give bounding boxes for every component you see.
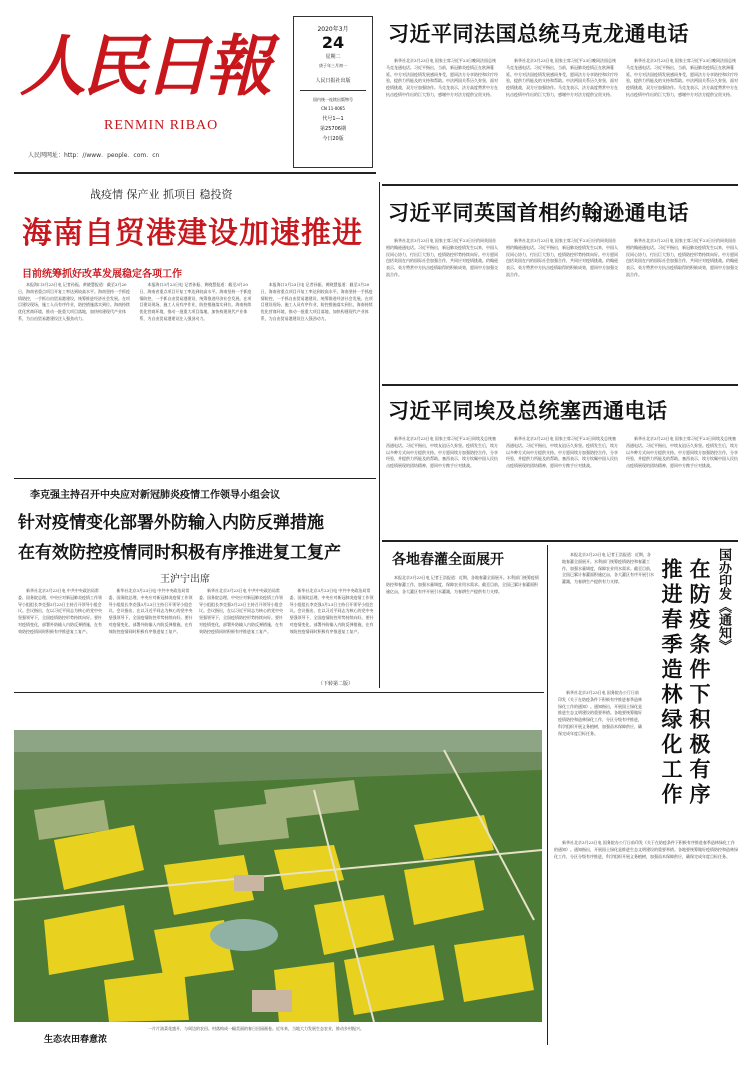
farmland-photo[interactable]: [14, 730, 542, 1022]
caption-text: 一片片油菜花盛开，与周边的农田、村落构成一幅美丽的春日田园画卷。近年来，当地大力发展生态农业，推动乡村振兴。: [148, 1026, 364, 1031]
article-text: 新华社北京3月23日电 国家主席习近平23日同埃及总统塞西通电话。习近平指出，中埃友谊历久弥坚。疫情发生后，埃方以多种方式向中方提供支持。中方愿同埃方加强防控合作，分享经验，并提供力所能及的帮助。塞西表示，埃方钦佩中国人民抗击疫情展现的团结精神，愿同中方携手应对挑战。: [506, 436, 618, 469]
article-text: 新华社北京3月23日电 中共中央政治局常委、国务院总理、中央应对新冠肺炎疫情工作领导小组组长李克强3月23日主持召开领导小组会议。会议指出，在以习近平同志为核心的党中央坚强领导下，全国疫情防控形势持续向好。要针对疫情变化，部署外防输入内防反弹措施，在有效防控疫情同时积极有序推进复工复产。: [199, 588, 283, 634]
notice-headline-2[interactable]: 推进春季造林绿化工作: [659, 558, 684, 808]
article-text: 新华社北京3月23日电 国务院办公厅日前印发《关于在防疫条件下积极有序推进春季造林绿化工作的通知》。通知指出，开展国土绿化是推进生态文明建设的重要举措。各地要统筹做好疫情防控和造林绿化工作，分区分级有序推进，科学组织开展义务植树，加强苗木保障供应，确保完成年度目标任务。: [554, 840, 738, 859]
cn-number: 国内统一连续出版物号: [313, 97, 353, 102]
article-text: 新华社北京3月23日电 国家主席习近平23日同埃及总统塞西通电话。习近平指出，中埃友谊历久弥坚。疫情发生后，埃方以多种方式向中方提供支持。中方愿同埃方加强防控合作，分享经验，并提供力所能及的帮助。塞西表示，埃方钦佩中国人民抗击疫情展现的团结精神，愿同中方携手应对挑战。: [626, 436, 738, 469]
article-text: 本报北京3月23日电 记者王浩报道：近期，各地春灌全面展开。水利部门统筹疫情防控和春灌工作，加强水量调度，保障农业用水需求。截至目前，全国已累计春灌面积逾亿亩，各大灌区有序开展引水灌溉，为春耕生产提供有力支撑。: [562, 552, 654, 585]
article-notice-lower: [554, 840, 738, 1050]
headline-spring-irrigation[interactable]: 各地春灌全面展开: [392, 552, 504, 568]
article-text: 本报海口3月23日电 记者孙振、黄晓慧报道：截至3月20日，海南省重点项目开复工率达到较高水平。海南坚持一手抓疫情防控，一手抓自由贸易港建设，统筹推进经济社会发展。在项目建设现场，施工人员有序作业，防控措施落实到位。海南持续优化营商环境，推动一批重大项目落地，加快构建现代产业体系，为自由贸易港建设注入强劲动力。: [260, 282, 373, 321]
issue-code: 代号1—1: [322, 116, 344, 122]
article-text: 本报北京3月23日电 记者王浩报道：近期，各地春灌全面展开。水利部门统筹疫情防控和春灌工作，加强水量调度，保障农业用水需求。截至目前，全国已累计春灌面积逾亿亩，各大灌区有序开展引水灌溉，为春耕生产提供有力支撑。: [386, 575, 539, 594]
article-text: 新华社北京3月23日电 国家主席习近平23日晚同法国总统马克龙通电话。习近平指出，当前，新冠肺炎疫情正在欧洲蔓延。中方对法国疫情发展感同身受，愿同法方分享防控和诊疗经验，提供力所能及的支持和帮助。中法两国关系历久弥坚，面对疫情挑战，双方应加强协作。马克龙表示，法方高度赞赏中方在抗击疫情中作出的巨大努力，感谢中方对法方提供宝贵支持。: [506, 58, 618, 97]
website-line: 人民网网址：http：//www．people．com．cn: [28, 152, 160, 159]
article-france-call: [386, 58, 738, 176]
weekday: 星期二: [325, 54, 341, 60]
notice-source: 国办印发《通知》: [716, 548, 731, 652]
lead-kicker: 战疫情 保产业 抓项目 稳投资: [90, 188, 233, 201]
photo-caption-text: [140, 1026, 540, 1056]
li-meeting-headline-1[interactable]: 针对疫情变化部署外防输入内防反弹措施: [18, 513, 324, 533]
li-meeting-headline-2[interactable]: 在有效防控疫情同时积极有序推进复工复产: [18, 543, 341, 563]
masthead-logo: 人民日報: [20, 27, 268, 105]
page-count: 今日20版: [322, 136, 344, 142]
li-meeting-attendee: 王沪宁出席: [160, 574, 210, 585]
issue-number: 第25706期: [320, 126, 346, 132]
date-box: [293, 16, 373, 168]
article-text: 本报海口3月23日电 记者孙振、黄晓慧报道：截至3月20日，海南省重点项目开复工率达到较高水平。海南坚持一手抓疫情防控，一手抓自由贸易港建设，统筹推进经济社会发展。在项目建设现场，施工人员有序作业，防控措施落实到位。海南持续优化营商环境，推动一批重大项目落地，加快构建现代产业体系，为自由贸易港建设注入强劲动力。: [139, 282, 252, 321]
date-line: 2020年3月: [317, 26, 349, 33]
lead-subhead: 目前统筹抓好改革发展稳定各项工作: [22, 269, 182, 280]
headline-france-call[interactable]: 习近平同法国总统马克龙通电话: [388, 22, 689, 46]
article-hainan: [18, 282, 374, 472]
article-text: 新华社北京3月23日电 国务院办公厅日前印发《关于在防疫条件下积极有序推进春季造林绿化工作的通知》。通知指出，开展国土绿化是推进生态文明建设的重要举措。各地要统筹做好疫情防控和造林绿化工作，分区分级有序推进，科学组织开展义务植树，加强苗木保障供应，确保完成年度目标任务。: [558, 690, 642, 736]
lunar-date: 庚子年三月初一: [319, 63, 347, 68]
article-spring-irrigation: [386, 575, 540, 683]
article-text: 新华社北京3月23日电 国家主席习近平23日晚同法国总统马克龙通电话。习近平指出，当前，新冠肺炎疫情正在欧洲蔓延。中方对法国疫情发展感同身受，愿同法方分享防控和诊疗经验，提供力所能及的支持和帮助。中法两国关系历久弥坚，面对疫情挑战，双方应加强协作。马克龙表示，法方高度赞赏中方在抗击疫情中作出的巨大努力，感谢中方对法方提供宝贵支持。: [386, 58, 498, 97]
cn-code: CN 11-0065: [321, 106, 345, 111]
article-text: 本报海口3月23日电 记者孙振、黄晓慧报道：截至3月20日，海南省重点项目开复工率达到较高水平。海南坚持一手抓疫情防控，一手抓自由贸易港建设，统筹推进经济社会发展。在项目建设现场，施工人员有序作业，防控措施落实到位。海南持续优化营商环境，推动一批重大项目落地，加快构建现代产业体系，为自由贸易港建设注入强劲动力。: [18, 282, 130, 321]
article-text: 新华社北京3月23日电 中共中央政治局常委、国务院总理、中央应对新冠肺炎疫情工作领导小组组长李克强3月23日主持召开领导小组会议。会议指出，在以习近平同志为核心的党中央坚强领导下，全国疫情防控形势持续向好。要针对疫情变化，部署外防输入内防反弹措施，在有效防控疫情同时积极有序推进复工复产。: [108, 588, 193, 634]
continued-note[interactable]: （下转第二版）: [318, 681, 354, 687]
article-text: 新华社北京3月23日电 中共中央政治局常委、国务院总理、中央应对新冠肺炎疫情工作领导小组组长李克强3月23日主持召开领导小组会议。会议指出，在以习近平同志为核心的党中央坚强领导下，全国疫情防控形势持续向好。要针对疫情变化，部署外防输入内防反弹措施，在有效防控疫情同时积极有序推进复工复产。: [18, 588, 102, 634]
article-text: 新华社北京3月23日电 国家主席习近平23日应约同英国首相约翰逊通电话。习近平指出，新冠肺炎疫情发生以来，中国人民同心协力，付出巨大努力，疫情防控形势持续向好。中方愿同包括英国在内的国际社会加强合作，共同应对疫情挑战。约翰逊表示，英方赞赏中方抗击疫情取得的积极成效，愿同中方加强交流合作。: [386, 238, 498, 277]
notice-headline-1[interactable]: 在防疫条件下积极有序: [687, 558, 712, 808]
headline-egypt-call[interactable]: 习近平同埃及总统塞西通电话: [388, 399, 668, 423]
article-text: 新华社北京3月23日电 中共中央政治局常委、国务院总理、中央应对新冠肺炎疫情工作领导小组组长李克强3月23日主持召开领导小组会议。会议指出，在以习近平同志为核心的党中央坚强领导下，全国疫情防控形势持续向好。要针对疫情变化，部署外防输入内防反弹措施，在有效防控疫情同时积极有序推进复工复产。: [289, 588, 374, 634]
photo-caption: 生态农田春意浓: [44, 1035, 108, 1045]
article-notice: [558, 690, 642, 840]
article-text: 新华社北京3月23日电 国家主席习近平23日同埃及总统塞西通电话。习近平指出，中埃友谊历久弥坚。疫情发生后，埃方以多种方式向中方提供支持。中方愿同埃方加强防控合作，分享经验，并提供力所能及的帮助。塞西表示，埃方钦佩中国人民抗击疫情展现的团结精神，愿同中方携手应对挑战。: [386, 436, 498, 469]
li-meeting-kicker: 李克强主持召开中央应对新冠肺炎疫情工作领导小组会议: [30, 490, 280, 501]
farmland-illustration: [14, 730, 542, 1022]
article-li-meeting: [18, 588, 374, 680]
publisher: 人民日报社出版: [315, 78, 351, 84]
article-text: 新华社北京3月23日电 国家主席习近平23日应约同英国首相约翰逊通电话。习近平指出，新冠肺炎疫情发生以来，中国人民同心协力，付出巨大努力，疫情防控形势持续向好。中方愿同包括英国在内的国际社会加强合作，共同应对疫情挑战。约翰逊表示，英方赞赏中方抗击疫情取得的积极成效，愿同中方加强交流合作。: [626, 238, 738, 277]
lead-headline[interactable]: 海南自贸港建设加速推进: [22, 216, 363, 251]
masthead-logo-english: RENMIN RIBAO: [104, 118, 219, 133]
article-text: 新华社北京3月23日电 国家主席习近平23日晚同法国总统马克龙通电话。习近平指出，当前，新冠肺炎疫情正在欧洲蔓延。中方对法国疫情发展感同身受，愿同法方分享防控和诊疗经验，提供力所能及的支持和帮助。中法两国关系历久弥坚，面对疫情挑战，双方应加强协作。马克龙表示，法方高度赞赏中方在抗击疫情中作出的巨大努力，感谢中方对法方提供宝贵支持。: [626, 58, 738, 97]
headline-uk-call[interactable]: 习近平同英国首相约翰逊通电话: [388, 201, 689, 225]
article-text: 新华社北京3月23日电 国家主席习近平23日应约同英国首相约翰逊通电话。习近平指出，新冠肺炎疫情发生以来，中国人民同心协力，付出巨大努力，疫情防控形势持续向好。中方愿同包括英国在内的国际社会加强合作，共同应对疫情挑战。约翰逊表示，英方赞赏中方抗击疫情取得的积极成效，愿同中方加强交流合作。: [506, 238, 618, 277]
article-spring-irrigation-right: [562, 552, 654, 682]
article-uk-call: [386, 238, 738, 380]
article-egypt-call: [386, 436, 738, 536]
date-day: 24: [321, 33, 345, 52]
